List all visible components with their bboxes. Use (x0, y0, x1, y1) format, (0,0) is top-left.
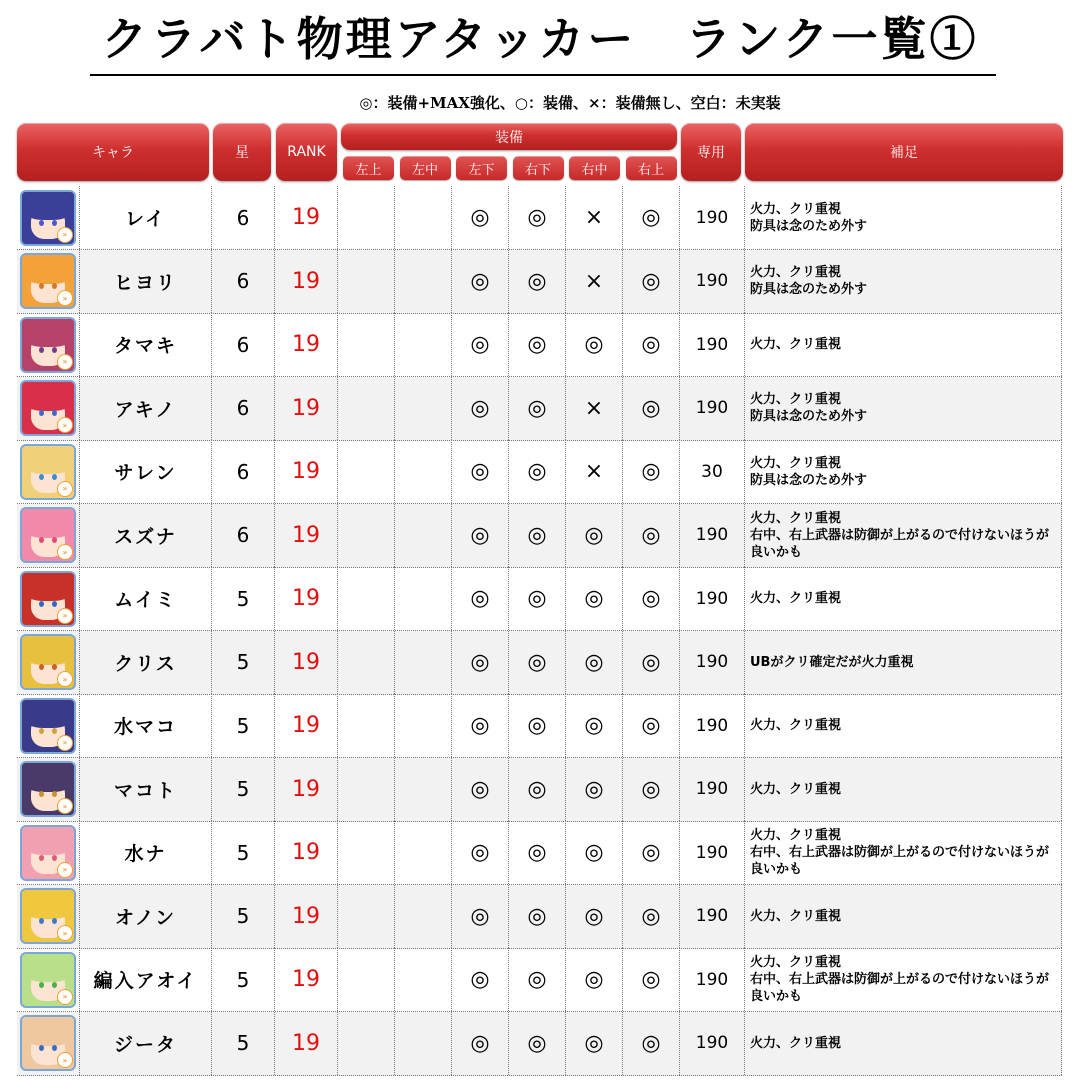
avatar (20, 507, 76, 563)
equip-slot (337, 186, 394, 249)
table-row (17, 504, 1062, 568)
table-row (17, 313, 1062, 377)
header-slot: 左中 (400, 156, 451, 180)
header-slot: 右上 (626, 156, 677, 180)
rank-value: 19 (274, 948, 337, 1011)
rank-badge-icon: » (57, 227, 73, 243)
rank-value: 19 (274, 567, 337, 630)
avatar (20, 317, 76, 373)
equip-slot: ◎ (565, 758, 622, 821)
equip-slot: × (565, 186, 622, 249)
equip-slot: ◎ (622, 885, 679, 948)
avatar (20, 571, 76, 627)
equip-slot: × (565, 250, 622, 313)
chara-name: タマキ (79, 313, 211, 376)
equip-slot: ◎ (622, 504, 679, 567)
table-row (17, 440, 1062, 504)
equip-slot: ◎ (451, 186, 508, 249)
chara-name: ムイミ (79, 567, 211, 630)
avatar-cell (17, 313, 79, 376)
equip-slot: ◎ (451, 377, 508, 440)
equip-slot: ◎ (622, 186, 679, 249)
rank-badge-icon: » (57, 290, 73, 306)
table-row (17, 694, 1062, 758)
star-value: 6 (211, 504, 274, 567)
rank-badge-icon: » (57, 481, 73, 497)
rank-badge-icon: » (57, 925, 73, 941)
star-value: 6 (211, 313, 274, 376)
rank-value: 19 (274, 250, 337, 313)
equip-slot: ◎ (565, 631, 622, 694)
avatar (20, 761, 76, 817)
equip-slot: ◎ (622, 250, 679, 313)
rank-badge-icon: » (57, 798, 73, 814)
chara-name: レイ (79, 186, 211, 249)
star-value: 5 (211, 1012, 274, 1075)
rank-badge-icon: » (57, 417, 73, 433)
rank-value: 19 (274, 758, 337, 821)
equip-slot (394, 758, 451, 821)
equip-slot: ◎ (508, 885, 565, 948)
star-value: 5 (211, 694, 274, 757)
senyou-value: 190 (679, 250, 744, 313)
avatar-cell (17, 186, 79, 249)
avatar (20, 253, 76, 309)
avatar (20, 825, 76, 881)
equip-slot (394, 440, 451, 503)
note-text: 火力、クリ重視 (744, 694, 1062, 757)
equip-slot: ◎ (622, 440, 679, 503)
header-rank: RANK (276, 123, 337, 181)
avatar-cell (17, 885, 79, 948)
senyou-value: 30 (679, 440, 744, 503)
star-value: 5 (211, 948, 274, 1011)
equip-slot (337, 948, 394, 1011)
equip-slot: ◎ (508, 377, 565, 440)
chara-name: ジータ (79, 1012, 211, 1075)
chara-name: オノン (79, 885, 211, 948)
equip-slot: ◎ (622, 821, 679, 884)
title-underline (90, 74, 996, 76)
star-value: 6 (211, 250, 274, 313)
equip-slot: ◎ (451, 821, 508, 884)
senyou-value: 190 (679, 504, 744, 567)
header-slot: 左上 (343, 156, 394, 180)
chara-name: スズナ (79, 504, 211, 567)
equip-slot: ◎ (508, 758, 565, 821)
equip-slot (394, 567, 451, 630)
senyou-value: 190 (679, 186, 744, 249)
equip-slot: ◎ (622, 758, 679, 821)
equip-slot (337, 440, 394, 503)
star-value: 6 (211, 186, 274, 249)
equip-slot: ◎ (451, 440, 508, 503)
equip-slot: ◎ (622, 567, 679, 630)
avatar-cell (17, 631, 79, 694)
equip-slot: ◎ (565, 948, 622, 1011)
legend-text: ◎：装備+MAX強化、○：装備、×：装備無し、空白：未実装 (359, 94, 781, 112)
header-slot: 右下 (513, 156, 564, 180)
header-slot: 右中 (569, 156, 620, 180)
star-value: 6 (211, 377, 274, 440)
equip-slot: ◎ (508, 1012, 565, 1075)
equip-slot (337, 885, 394, 948)
avatar (20, 698, 76, 754)
senyou-value: 190 (679, 948, 744, 1011)
table-row (17, 948, 1062, 1012)
avatar-cell (17, 948, 79, 1011)
equip-slot: ◎ (622, 694, 679, 757)
star-value: 6 (211, 440, 274, 503)
avatar-cell (17, 821, 79, 884)
equip-slot: ◎ (451, 313, 508, 376)
equip-slot: ◎ (565, 567, 622, 630)
equip-slot: ◎ (451, 567, 508, 630)
note-text: UBがクリ確定だが火力重視 (744, 631, 1062, 694)
senyou-value: 190 (679, 567, 744, 630)
senyou-value: 190 (679, 694, 744, 757)
avatar-cell (17, 1012, 79, 1075)
equip-slot: × (565, 440, 622, 503)
avatar (20, 952, 76, 1008)
equip-slot: ◎ (565, 885, 622, 948)
equip-slot: ◎ (451, 758, 508, 821)
equip-slot (394, 1012, 451, 1075)
chara-name: ヒヨリ (79, 250, 211, 313)
equip-slot (394, 250, 451, 313)
star-value: 5 (211, 567, 274, 630)
chara-name: アキノ (79, 377, 211, 440)
table-row (17, 567, 1062, 631)
equip-slot (394, 948, 451, 1011)
avatar-cell (17, 440, 79, 503)
rank-value: 19 (274, 1012, 337, 1075)
table-row (17, 885, 1062, 949)
rank-value: 19 (274, 377, 337, 440)
equip-slot (337, 694, 394, 757)
note-text: 火力、クリ重視 (744, 567, 1062, 630)
equip-slot (337, 250, 394, 313)
rank-badge-icon: » (57, 1052, 73, 1068)
chara-name: 水ナ (79, 821, 211, 884)
equip-slot: ◎ (622, 631, 679, 694)
equip-slot: ◎ (508, 186, 565, 249)
note-text: 火力、クリ重視 右中、右上武器は防御が上がるので付けないほうが良いかも (744, 504, 1062, 567)
page-title: クラバト物理アタッカー ランク一覧① (101, 12, 979, 66)
equip-slot: ◎ (565, 504, 622, 567)
equip-slot: ◎ (565, 313, 622, 376)
note-text: 火力、クリ重視 右中、右上武器は防御が上がるので付けないほうが良いかも (744, 821, 1062, 884)
rank-value: 19 (274, 821, 337, 884)
equip-slot (337, 504, 394, 567)
rank-badge-icon: » (57, 671, 73, 687)
rank-badge-icon: » (57, 862, 73, 878)
equip-slot: ◎ (508, 821, 565, 884)
senyou-value: 190 (679, 377, 744, 440)
avatar (20, 190, 76, 246)
equip-slot: ◎ (508, 313, 565, 376)
rank-value: 19 (274, 186, 337, 249)
equip-slot: ◎ (451, 1012, 508, 1075)
equip-slot (337, 313, 394, 376)
star-value: 5 (211, 758, 274, 821)
equip-slot: ◎ (451, 250, 508, 313)
equip-slot (337, 758, 394, 821)
equip-slot (394, 821, 451, 884)
note-text: 火力、クリ重視 防具は念のため外す (744, 250, 1062, 313)
star-value: 5 (211, 631, 274, 694)
note-text: 火力、クリ重視 (744, 313, 1062, 376)
header-note: 補足 (745, 123, 1063, 181)
avatar-cell (17, 250, 79, 313)
note-text: 火力、クリ重視 (744, 1012, 1062, 1075)
equip-slot (337, 821, 394, 884)
avatar-cell (17, 567, 79, 630)
rank-value: 19 (274, 694, 337, 757)
avatar-cell (17, 758, 79, 821)
avatar (20, 888, 76, 944)
equip-slot (337, 377, 394, 440)
header-star: 星 (213, 123, 271, 181)
equip-slot: ◎ (565, 821, 622, 884)
senyou-value: 190 (679, 885, 744, 948)
equip-slot: ◎ (622, 1012, 679, 1075)
table-row (17, 1012, 1062, 1076)
avatar-cell (17, 694, 79, 757)
equip-slot: ◎ (508, 504, 565, 567)
equip-slot (394, 631, 451, 694)
senyou-value: 190 (679, 821, 744, 884)
note-text: 火力、クリ重視 (744, 885, 1062, 948)
table-row (17, 377, 1062, 441)
equip-slot: ◎ (451, 948, 508, 1011)
equip-slot: ◎ (565, 1012, 622, 1075)
avatar (20, 444, 76, 500)
equip-slot: ◎ (451, 504, 508, 567)
rank-badge-icon: » (57, 608, 73, 624)
header-chara: キャラ (17, 123, 209, 181)
equip-slot: ◎ (508, 631, 565, 694)
avatar-cell (17, 377, 79, 440)
rank-badge-icon: » (57, 989, 73, 1005)
senyou-value: 190 (679, 1012, 744, 1075)
equip-slot: ◎ (508, 948, 565, 1011)
note-text: 火力、クリ重視 防具は念のため外す (744, 377, 1062, 440)
rank-badge-icon: » (57, 544, 73, 560)
rank-value: 19 (274, 885, 337, 948)
note-text: 火力、クリ重視 右中、右上武器は防御が上がるので付けないほうが良いかも (744, 948, 1062, 1011)
table-row (17, 758, 1062, 822)
note-text: 火力、クリ重視 (744, 758, 1062, 821)
equip-slot: ◎ (451, 631, 508, 694)
avatar-cell (17, 504, 79, 567)
equip-slot (394, 186, 451, 249)
chara-name: サレン (79, 440, 211, 503)
rank-value: 19 (274, 504, 337, 567)
table-row (17, 250, 1062, 314)
equip-slot: ◎ (622, 948, 679, 1011)
equip-slot: ◎ (565, 694, 622, 757)
equip-slot (394, 504, 451, 567)
equip-slot: ◎ (622, 313, 679, 376)
rank-value: 19 (274, 313, 337, 376)
equip-slot (337, 567, 394, 630)
equip-slot (394, 313, 451, 376)
senyou-value: 190 (679, 758, 744, 821)
table-row (17, 631, 1062, 695)
equip-slot (394, 885, 451, 948)
equip-slot: ◎ (508, 440, 565, 503)
header-equip: 装備 (341, 123, 677, 150)
chara-name: クリス (79, 631, 211, 694)
equip-slot: ◎ (508, 694, 565, 757)
header-slot: 左下 (456, 156, 507, 180)
equip-slot: × (565, 377, 622, 440)
avatar (20, 1015, 76, 1071)
equip-slot (394, 377, 451, 440)
equip-slot: ◎ (451, 694, 508, 757)
header-senyou: 専用 (681, 123, 741, 181)
star-value: 5 (211, 885, 274, 948)
star-value: 5 (211, 821, 274, 884)
avatar (20, 634, 76, 690)
chara-name: 編入アオイ (79, 948, 211, 1011)
table-row (17, 186, 1062, 250)
rank-value: 19 (274, 631, 337, 694)
rank-badge-icon: » (57, 735, 73, 751)
note-text: 火力、クリ重視 防具は念のため外す (744, 440, 1062, 503)
equip-slot: ◎ (508, 567, 565, 630)
table-row (17, 821, 1062, 885)
chara-name: 水マコ (79, 694, 211, 757)
avatar (20, 380, 76, 436)
equip-slot (337, 631, 394, 694)
senyou-value: 190 (679, 313, 744, 376)
note-text: 火力、クリ重視 防具は念のため外す (744, 186, 1062, 249)
chara-name: マコト (79, 758, 211, 821)
rank-badge-icon: » (57, 354, 73, 370)
senyou-value: 190 (679, 631, 744, 694)
equip-slot (394, 694, 451, 757)
equip-slot: ◎ (451, 885, 508, 948)
rank-value: 19 (274, 440, 337, 503)
equip-slot: ◎ (508, 250, 565, 313)
equip-slot: ◎ (622, 377, 679, 440)
equip-slot (337, 1012, 394, 1075)
